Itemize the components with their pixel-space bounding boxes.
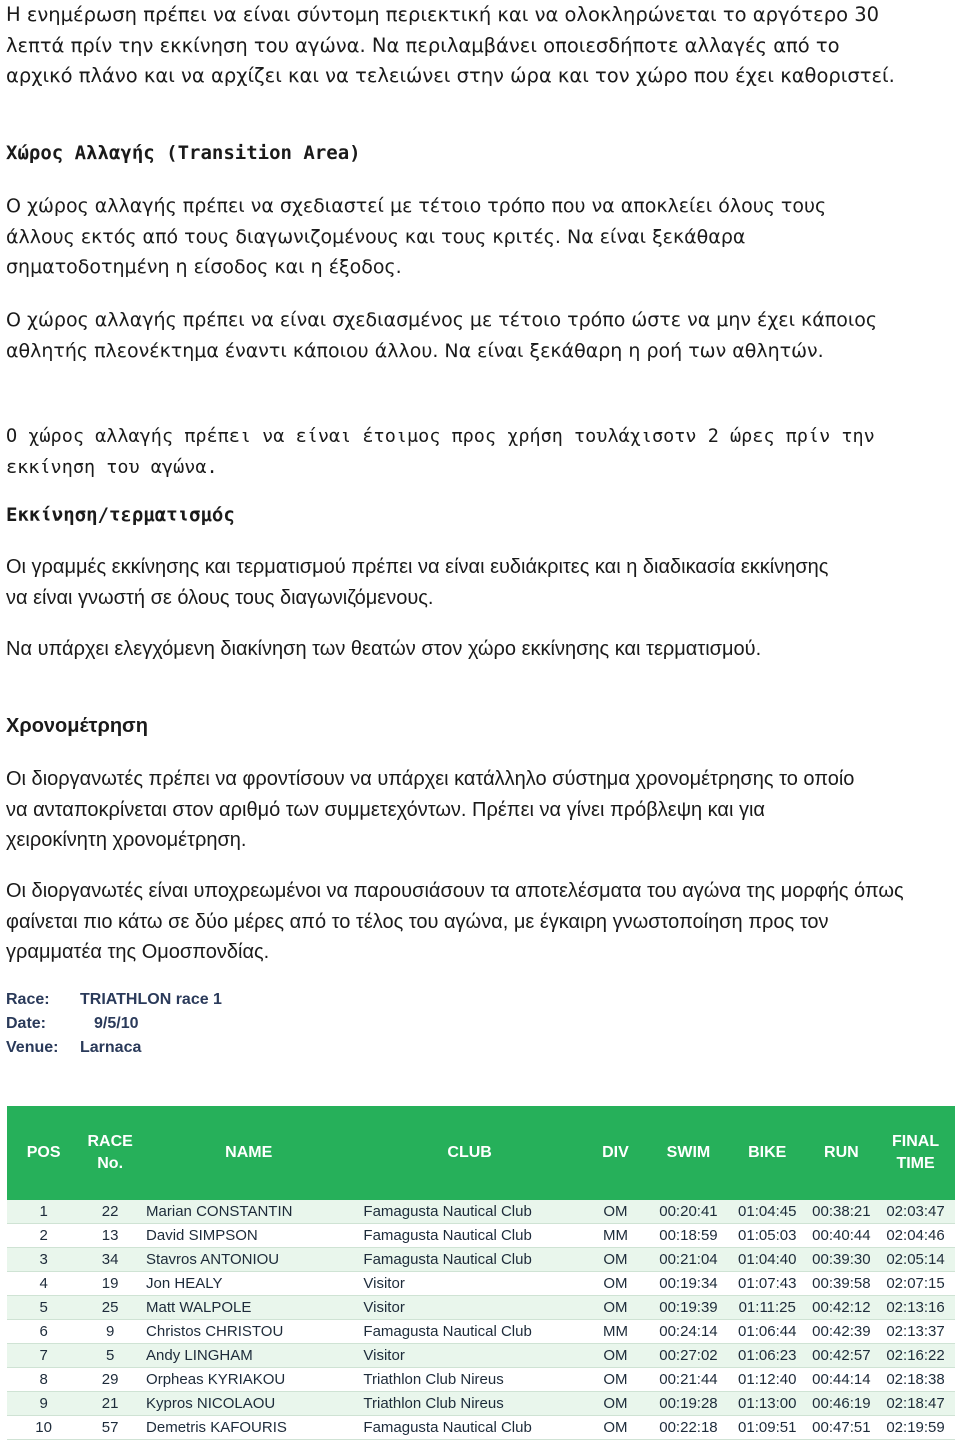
col-final-time: FINAL TIME xyxy=(891,1133,940,1172)
table-row xyxy=(7,1344,955,1368)
cell-race-no: 19 xyxy=(101,1275,119,1292)
cell-race-no: 13 xyxy=(101,1227,119,1244)
timing-paragraph-2: Οι διοργανωτές είναι υποχρεωμένοι να παρουσιάσουν τα αποτελέσματα του αγώνα της μορφής όπως φαίνεται πιο κάτω σε δύο μέρες από το τέλος του αγώνα, με έγκαιρη γνωστοποίηση προς τον γραμματέα της Ομοσπονδίας. xyxy=(6,880,904,963)
cell-run: 00:44:14 xyxy=(812,1371,871,1388)
results-body xyxy=(7,1200,955,1440)
table-row xyxy=(7,1392,955,1416)
table-row xyxy=(7,1368,955,1392)
intro-paragraph: Η ενημέρωση πρέπει να είναι σύντομη περιεκτική και να ολοκληρώνεται το αργότερο 30 λεπτά πρίν την εκκίνηση του αγώνα. Να περιλαμβάνει οποιεσδήποτε αλλαγές από το αρχικό πλάνο και να αρχίζει και να τελειώνει στην ώρα και τον χώρο που έχει καθοριστεί. xyxy=(6,3,895,87)
cell-run: 00:39:58 xyxy=(812,1275,871,1292)
transition-heading: Χώρος Αλλαγής (Transition Area) xyxy=(6,142,361,164)
cell-club: Visitor xyxy=(363,1299,405,1316)
results-table xyxy=(7,1106,955,1440)
cell-pos: 10 xyxy=(35,1419,52,1436)
cell-race-no: 25 xyxy=(101,1299,119,1316)
cell-final-time: 02:18:47 xyxy=(886,1395,945,1412)
cell-final-time: 02:16:22 xyxy=(886,1347,945,1364)
col-swim: SWIM xyxy=(666,1144,711,1161)
venue-value: Larnaca xyxy=(80,1039,142,1056)
cell-bike: 01:06:23 xyxy=(738,1347,797,1364)
col-club: CLUB xyxy=(447,1144,492,1161)
cell-swim: 00:27:02 xyxy=(659,1347,718,1364)
table-row xyxy=(7,1320,955,1344)
race-row xyxy=(6,988,222,1012)
cell-run: 00:42:39 xyxy=(812,1323,871,1340)
cell-div: OM xyxy=(603,1419,628,1436)
cell-swim: 00:19:39 xyxy=(659,1299,718,1316)
cell-pos: 3 xyxy=(39,1251,48,1268)
cell-div: MM xyxy=(602,1323,628,1340)
cell-club: Famagusta Nautical Club xyxy=(363,1251,532,1268)
date-label: Date: xyxy=(6,1015,47,1032)
cell-name: Demetris KAFOURIS xyxy=(146,1419,287,1436)
table-row xyxy=(7,1248,955,1272)
cell-run: 00:38:21 xyxy=(812,1203,871,1220)
cell-div: OM xyxy=(603,1371,628,1388)
cell-div: OM xyxy=(603,1395,628,1412)
cell-club: Famagusta Nautical Club xyxy=(363,1203,532,1220)
cell-run: 00:39:30 xyxy=(812,1251,871,1268)
cell-pos: 4 xyxy=(39,1275,48,1292)
date-row xyxy=(6,1012,222,1036)
cell-pos: 5 xyxy=(39,1299,48,1316)
cell-bike: 01:05:03 xyxy=(738,1227,797,1244)
race-label: Race: xyxy=(6,991,50,1008)
cell-pos: 6 xyxy=(39,1323,48,1340)
table-row xyxy=(7,1224,955,1248)
cell-bike: 01:06:44 xyxy=(738,1323,797,1340)
date-value: 9/5/10 xyxy=(94,1015,139,1032)
cell-final-time: 02:18:38 xyxy=(886,1371,945,1388)
cell-final-time: 02:04:46 xyxy=(886,1227,945,1244)
cell-name: Jon HEALY xyxy=(146,1275,223,1292)
cell-pos: 2 xyxy=(39,1227,48,1244)
cell-final-time: 02:13:37 xyxy=(886,1323,945,1340)
cell-pos: 8 xyxy=(39,1371,48,1388)
cell-bike: 01:12:40 xyxy=(738,1371,797,1388)
cell-div: OM xyxy=(603,1251,628,1268)
timing-heading: Χρονομέτρηση xyxy=(6,715,148,737)
transition-paragraph-3: Ο χώρος αλλαγής πρέπει να είναι έτοιμος προς χρήση τουλάχισοτν 2 ώρες πρίν την εκκίνηση του αγώνα. xyxy=(6,426,875,478)
col-run: RUN xyxy=(824,1144,859,1161)
cell-swim: 00:21:44 xyxy=(659,1371,718,1388)
cell-club: Visitor xyxy=(363,1347,405,1364)
timing-paragraph-1: Οι διοργανωτές πρέπει να φροντίσουν να υπάρχει κατάλληλο σύστημα χρονομέτρησης το οποίο να ανταποκρίνεται στον αριθμό των συμμετεχόντων. Πρέπει να γίνει πρόβλεψη και για χειροκίνητη χρονομέτρηση. xyxy=(6,768,855,851)
col-div: DIV xyxy=(602,1144,629,1161)
cell-final-time: 02:19:59 xyxy=(886,1419,945,1436)
cell-name: Marian CONSTANTIN xyxy=(146,1203,293,1220)
col-bike: BIKE xyxy=(748,1144,787,1161)
cell-div: OM xyxy=(603,1203,628,1220)
table-row xyxy=(7,1200,955,1224)
cell-bike: 01:09:51 xyxy=(738,1419,797,1436)
cell-run: 00:47:51 xyxy=(812,1419,871,1436)
cell-run: 00:40:44 xyxy=(812,1227,871,1244)
cell-name: Stavros ANTONIOU xyxy=(146,1251,280,1268)
table-row xyxy=(7,1272,955,1296)
cell-bike: 01:13:00 xyxy=(738,1395,797,1412)
cell-pos: 1 xyxy=(39,1203,48,1220)
cell-swim: 00:18:59 xyxy=(659,1227,718,1244)
start-finish-paragraph-1: Οι γραμμές εκκίνησης και τερματισμού πρέπει να είναι ευδιάκριτες και η διαδικασία εκκίνησης να είναι γνωστή σε όλους τους διαγωνιζόμενους. xyxy=(6,556,829,609)
cell-div: MM xyxy=(602,1227,628,1244)
col-name: NAME xyxy=(225,1144,273,1161)
start-finish-heading: Εκκίνηση/τερματισμός xyxy=(6,504,235,526)
col-race-no: RACE No. xyxy=(87,1133,133,1172)
venue-label: Venue: xyxy=(6,1039,59,1056)
cell-swim: 00:20:41 xyxy=(659,1203,718,1220)
cell-pos: 9 xyxy=(39,1395,48,1412)
results-header-row xyxy=(7,1106,955,1200)
cell-race-no: 9 xyxy=(105,1323,115,1340)
transition-paragraph-1: Ο χώρος αλλαγής πρέπει να σχεδιαστεί με τέτοιο τρόπο που να αποκλείει όλους τους άλλους εκτός από τους διαγωνιζομένους και τους κριτές. Να είναι ξεκάθαρα σηματοδοτημένη η είσοδος και η έξοδος. xyxy=(6,195,827,278)
cell-div: OM xyxy=(603,1347,628,1364)
cell-race-no: 57 xyxy=(101,1419,119,1436)
cell-club: Visitor xyxy=(363,1275,405,1292)
cell-name: Matt WALPOLE xyxy=(146,1299,252,1316)
race-info xyxy=(6,988,222,1060)
venue-row xyxy=(6,1036,222,1060)
cell-club: Triathlon Club Nireus xyxy=(363,1371,504,1388)
cell-swim: 00:19:34 xyxy=(659,1275,718,1292)
cell-swim: 00:22:18 xyxy=(659,1419,718,1436)
table-row xyxy=(7,1416,955,1440)
cell-name: Andy LINGHAM xyxy=(146,1347,253,1364)
cell-run: 00:46:19 xyxy=(812,1395,871,1412)
cell-bike: 01:04:40 xyxy=(738,1251,797,1268)
cell-div: OM xyxy=(603,1275,628,1292)
cell-race-no: 5 xyxy=(105,1347,115,1364)
col-pos: POS xyxy=(26,1144,61,1161)
cell-bike: 01:11:25 xyxy=(738,1299,796,1316)
cell-name: Christos CHRISTOU xyxy=(146,1323,284,1340)
cell-club: Triathlon Club Nireus xyxy=(363,1395,504,1412)
cell-pos: 7 xyxy=(39,1347,48,1364)
cell-div: OM xyxy=(603,1299,628,1316)
cell-final-time: 02:13:16 xyxy=(886,1299,945,1316)
results-table-wrap xyxy=(7,1106,955,1440)
cell-race-no: 34 xyxy=(101,1251,119,1268)
cell-final-time: 02:07:15 xyxy=(886,1275,945,1292)
cell-swim: 00:19:28 xyxy=(659,1395,718,1412)
cell-name: Kypros NICOLAOU xyxy=(146,1395,276,1412)
cell-club: Famagusta Nautical Club xyxy=(363,1227,532,1244)
cell-bike: 01:07:43 xyxy=(738,1275,797,1292)
cell-final-time: 02:05:14 xyxy=(886,1251,945,1268)
cell-name: David SIMPSON xyxy=(146,1227,258,1244)
cell-final-time: 02:03:47 xyxy=(886,1203,945,1220)
cell-race-no: 22 xyxy=(101,1203,119,1220)
cell-swim: 00:24:14 xyxy=(659,1323,718,1340)
race-value: TRIATHLON race 1 xyxy=(80,991,222,1008)
cell-race-no: 29 xyxy=(101,1371,119,1388)
table-row xyxy=(7,1296,955,1320)
cell-race-no: 21 xyxy=(101,1395,119,1412)
cell-name: Orpheas KYRIAKOU xyxy=(146,1371,286,1388)
cell-swim: 00:21:04 xyxy=(659,1251,718,1268)
cell-run: 00:42:12 xyxy=(812,1299,871,1316)
transition-paragraph-2: Ο χώρος αλλαγής πρέπει να είναι σχεδιασμένος με τέτοιο τρόπο ώστε να μην έχει κάποιος αθλητής πλεονέκτημα έναντι κάποιου άλλου. Να είναι ξεκάθαρη η ροή των αθλητών. xyxy=(6,309,878,362)
cell-club: Famagusta Nautical Club xyxy=(363,1323,532,1340)
cell-club: Famagusta Nautical Club xyxy=(363,1419,532,1436)
cell-run: 00:42:57 xyxy=(812,1347,871,1364)
start-finish-paragraph-2: Να υπάρχει ελεγχόμενη διακίνηση των θεατών στον χώρο εκκίνησης και τερματισμού. xyxy=(6,638,762,660)
cell-bike: 01:04:45 xyxy=(738,1203,797,1220)
